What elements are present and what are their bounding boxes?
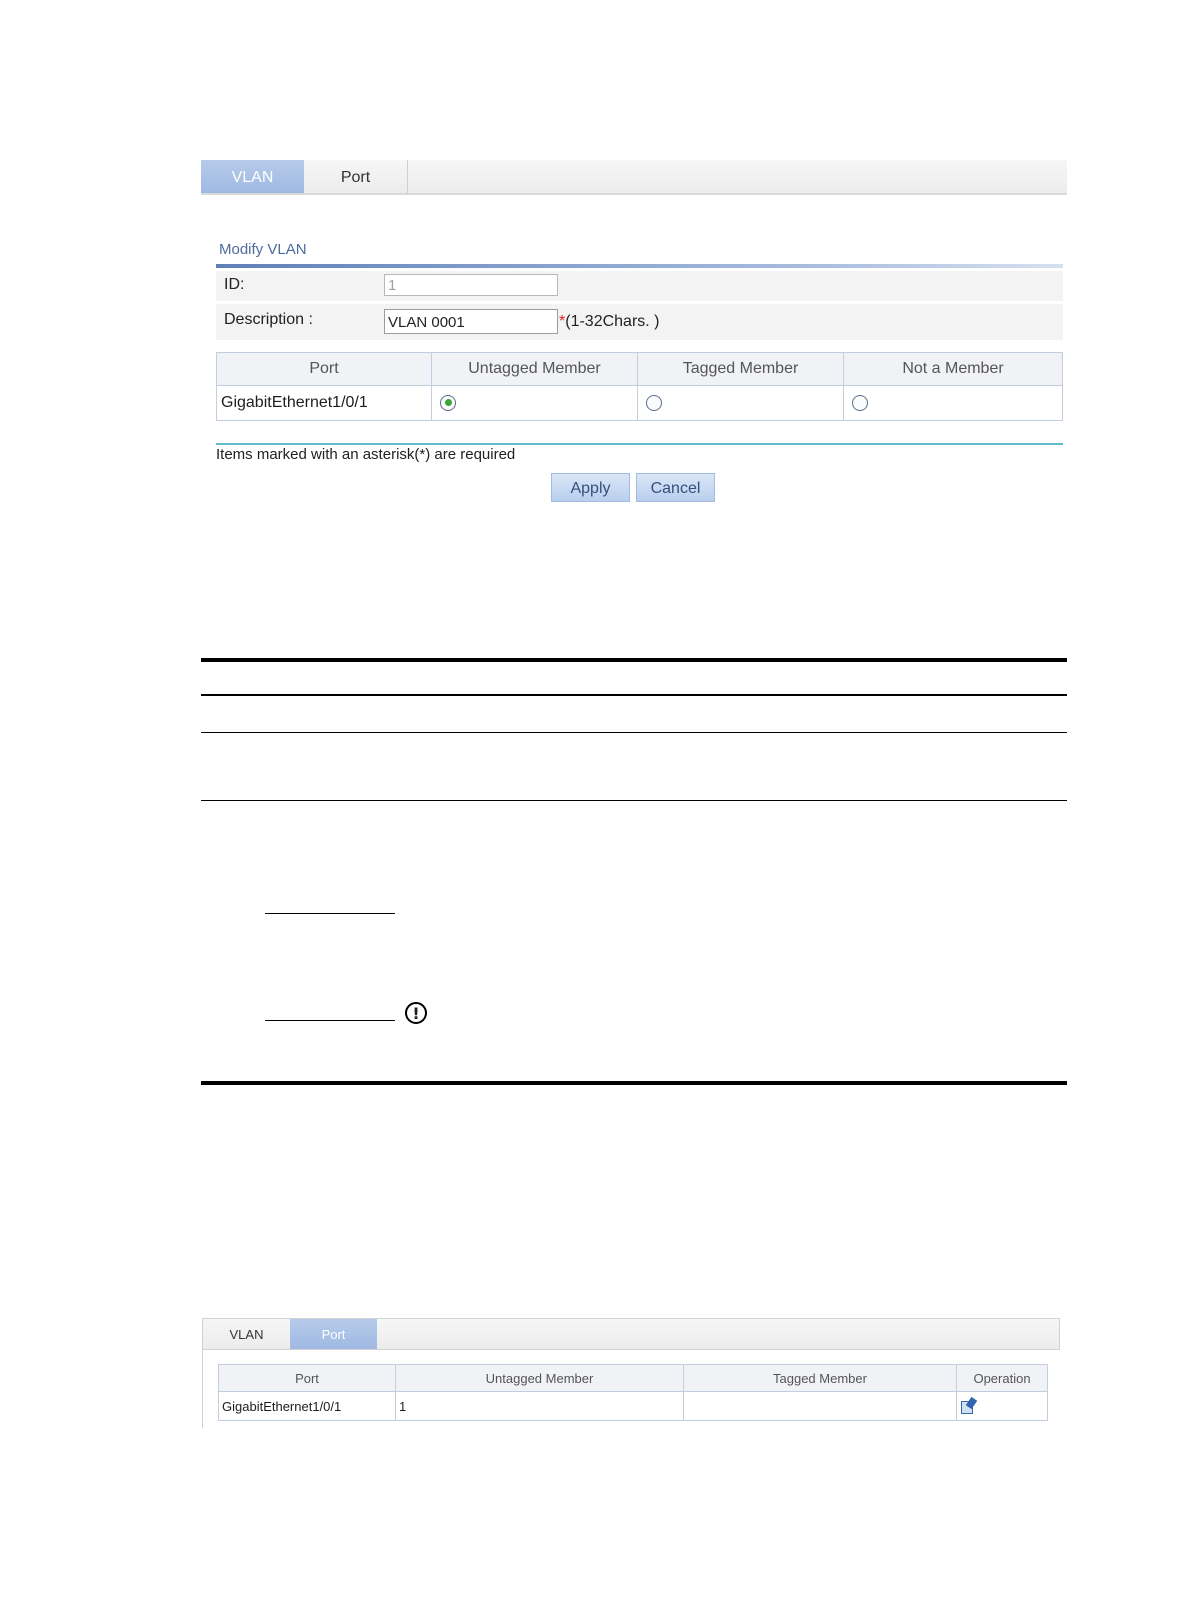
tab-vlan[interactable]: VLAN <box>201 160 304 193</box>
untagged-radio[interactable] <box>440 395 456 411</box>
cancel-button[interactable]: Cancel <box>636 473 715 502</box>
column-header-operation: Operation <box>957 1365 1048 1392</box>
column-header-untagged: Untagged Member <box>432 353 638 386</box>
table-row-rule <box>201 732 1067 733</box>
id-label: ID: <box>224 276 245 293</box>
description-row <box>216 304 1063 340</box>
description-label: Description : <box>224 311 313 328</box>
note-rule <box>265 913 395 914</box>
id-field[interactable]: 1 <box>384 274 558 296</box>
note-box-bottom-rule <box>201 1081 1067 1085</box>
tab-port[interactable]: Port <box>304 160 408 193</box>
tagged-cell <box>638 386 844 421</box>
tab-vlan[interactable]: VLAN <box>229 1327 264 1342</box>
column-header-not-member: Not a Member <box>844 353 1063 386</box>
required-asterisk: * <box>559 313 566 330</box>
section-divider <box>216 264 1063 268</box>
port-vlan-table <box>218 1364 1048 1421</box>
edit-icon[interactable] <box>960 1397 978 1415</box>
port-cell: GigabitEthernet1/0/1 <box>217 386 432 421</box>
column-header-port: Port <box>217 353 432 386</box>
table-top-rule <box>201 658 1067 662</box>
description-hint <box>559 313 659 331</box>
id-row <box>216 271 1063 301</box>
untagged-cell <box>432 386 638 421</box>
section-title: Modify VLAN <box>219 241 307 258</box>
caution-icon: ! <box>405 1002 427 1024</box>
not-member-radio[interactable] <box>852 395 868 411</box>
table-header <box>219 1365 1048 1392</box>
table-row <box>219 1392 1048 1421</box>
column-header-untagged: Untagged Member <box>396 1365 684 1392</box>
port-tab-screenshot <box>202 1318 1060 1428</box>
description-field[interactable]: VLAN 0001 <box>384 309 558 334</box>
table-header-rule <box>201 694 1067 696</box>
tagged-cell <box>684 1392 957 1421</box>
description-hint-text: (1-32Chars. ) <box>565 313 660 330</box>
table-header <box>217 353 1063 386</box>
tab-port[interactable]: Port <box>290 1319 377 1349</box>
tab-bar <box>202 1318 1060 1350</box>
untagged-cell: 1 <box>396 1392 684 1421</box>
table-row <box>217 386 1063 421</box>
modify-vlan-screenshot <box>201 160 1067 520</box>
column-header-tagged: Tagged Member <box>684 1365 957 1392</box>
tab-bar <box>201 160 1067 195</box>
port-membership-table <box>216 352 1063 421</box>
apply-button[interactable]: Apply <box>551 473 630 502</box>
table-bottom-rule <box>201 800 1067 801</box>
port-cell: GigabitEthernet1/0/1 <box>219 1392 396 1421</box>
tagged-radio[interactable] <box>646 395 662 411</box>
not-member-cell <box>844 386 1063 421</box>
column-header-tagged: Tagged Member <box>638 353 844 386</box>
footer-divider <box>216 443 1063 445</box>
operation-cell <box>957 1392 1048 1421</box>
required-note: Items marked with an asterisk(*) are required <box>216 446 516 463</box>
column-header-port: Port <box>219 1365 396 1392</box>
caution-rule <box>265 1020 395 1021</box>
